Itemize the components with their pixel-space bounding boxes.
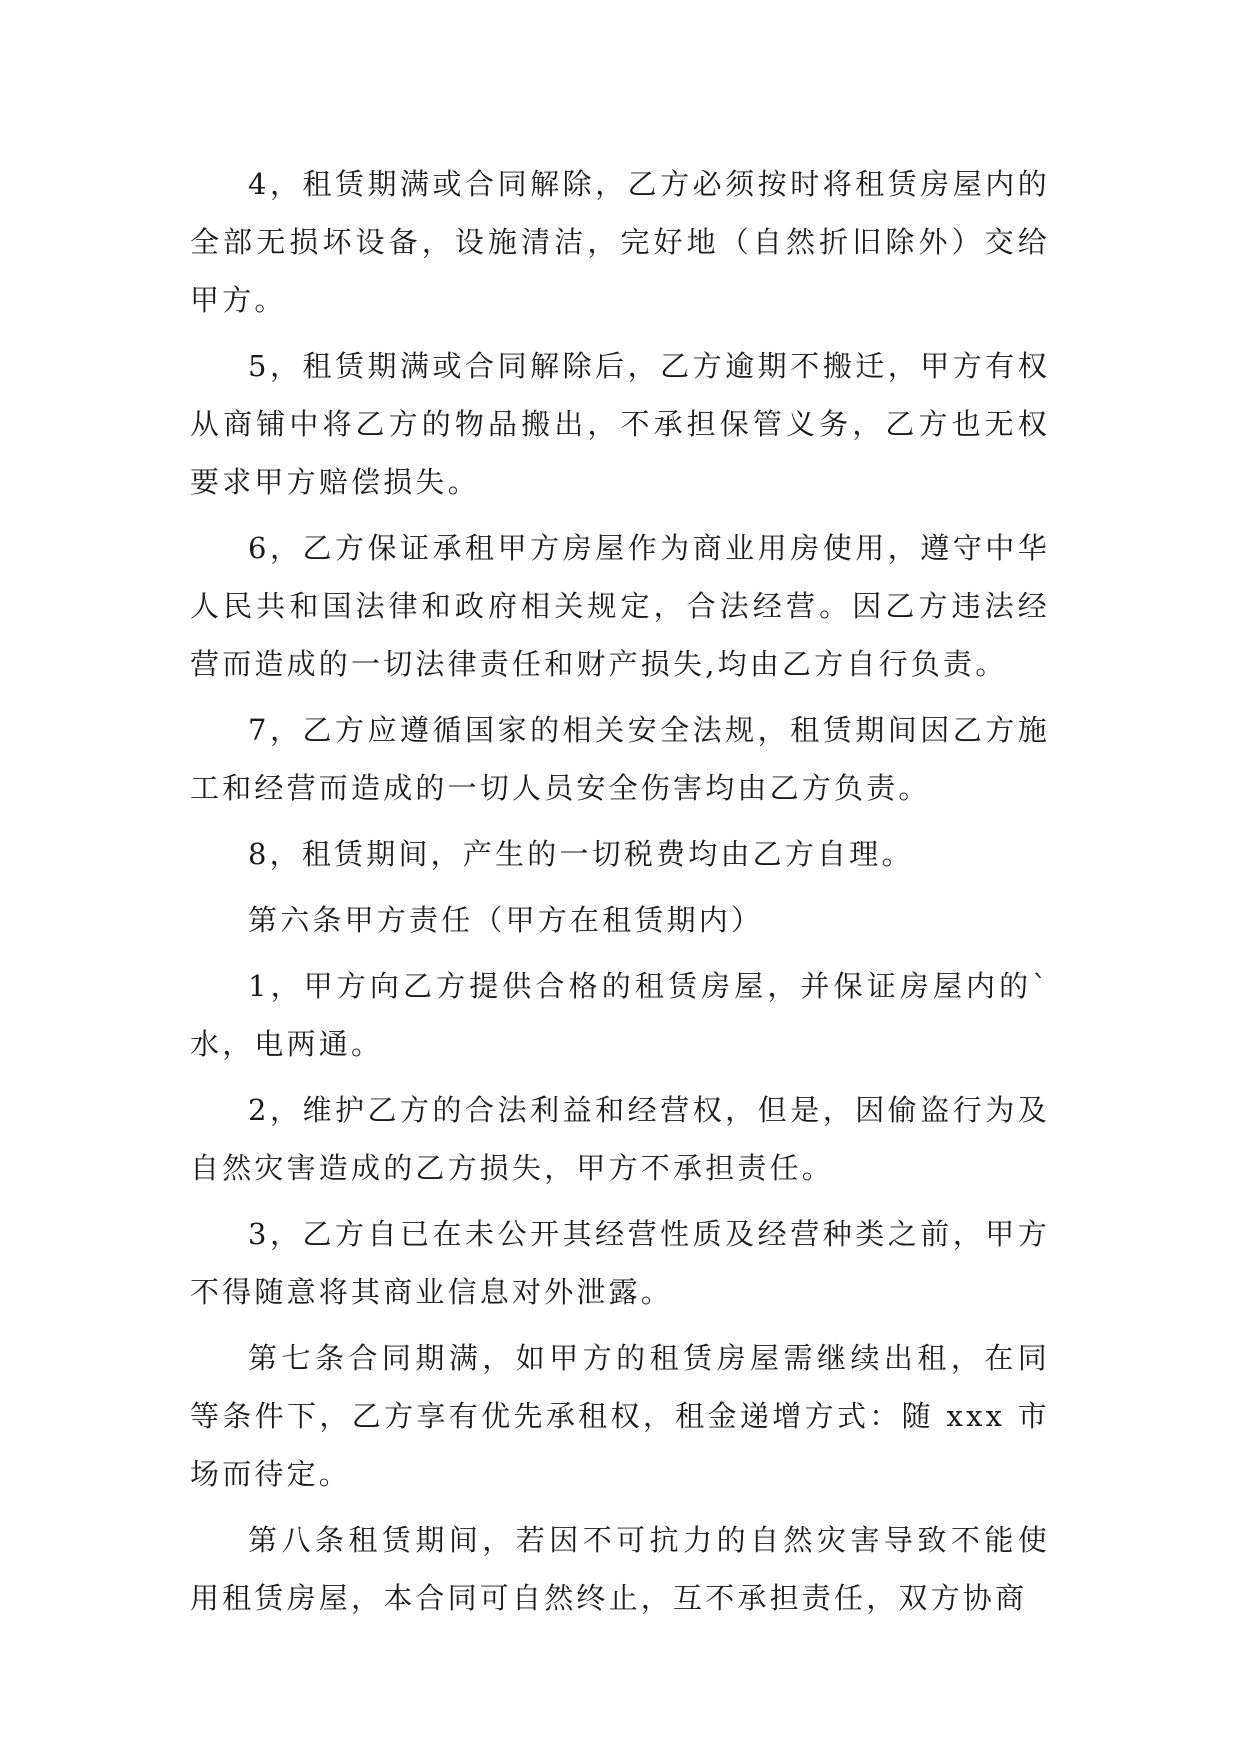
clause-7-paragraph: 7，乙方应遵循国家的相关安全法规，租赁期间因乙方施工和经营而造成的一切人员安全伤害均由乙方负责。: [190, 713, 1050, 805]
article-6-clause-1: 1，甲方向乙方提供合格的租赁房屋，并保证房屋内的`水，电两通。: [190, 969, 1050, 1061]
clause-5-paragraph: 5，租赁期满或合同解除后，乙方逾期不搬迁，甲方有权从商铺中将乙方的物品搬出，不承担保管义务，乙方也无权要求甲方赔偿损失。: [190, 349, 1050, 499]
document-body: [190, 155, 1050, 1627]
clause-6-paragraph: 6，乙方保证承租甲方房屋作为商业用房使用，遵守中华人民共和国法律和政府相关规定，合法经营。因乙方违法经营而造成的一切法律责任和财产损失,均由乙方自行负责。: [190, 531, 1050, 681]
article-6-clause-2: 2，维护乙方的合法利益和经营权，但是，因偷盗行为及自然灾害造成的乙方损失，甲方不承担责任。: [190, 1093, 1050, 1185]
article-6-clause-3: 3，乙方自已在未公开其经营性质及经营种类之前，甲方不得随意将其商业信息对外泄露。: [190, 1217, 1050, 1309]
clause-4-paragraph: 4，租赁期满或合同解除，乙方必须按时将租赁房屋内的全部无损坏设备，设施清洁，完好地（自然折旧除外）交给甲方。: [190, 167, 1050, 317]
article-7-paragraph: 第七条合同期满，如甲方的租赁房屋需继续出租，在同等条件下，乙方享有优先承租权，租金递增方式：随 xxx 市场而待定。: [190, 1341, 1050, 1491]
article-6-heading: 第六条甲方责任（甲方在租赁期内）: [248, 903, 764, 937]
article-8-paragraph: 第八条租赁期间，若因不可抗力的自然灾害导致不能使用租赁房屋，本合同可自然终止，互不承担责任，双方协商: [190, 1523, 1050, 1615]
clause-8-paragraph: 8，租赁期间，产生的一切税费均由乙方自理。: [248, 837, 914, 871]
